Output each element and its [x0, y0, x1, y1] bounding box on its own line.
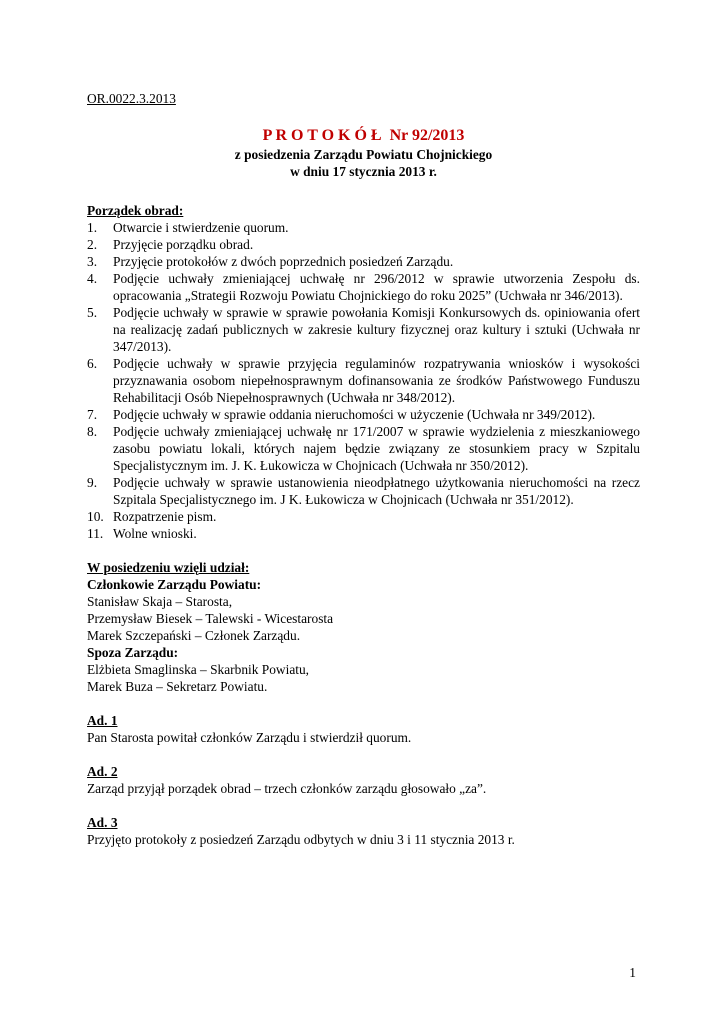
agenda-item: [87, 406, 640, 423]
agenda-item-number: 3.: [87, 254, 98, 269]
agenda-item-text: Podjęcie uchwały w sprawie w sprawie powołania Komisji Konkursowych ds. opiniowania ofert na realizację zadań publicznych w zakresie kultury fizycznej oraz kultury i sztuki (Uchwała nr 347/2013).: [113, 305, 640, 354]
point-text-2: Zarząd przyjął porządek obrad – trzech członków zarządu głosowało „za”.: [87, 781, 487, 796]
agenda-item: [87, 270, 640, 304]
agenda-item-number: 8.: [87, 424, 98, 439]
agenda-item-text: Podjęcie uchwały w sprawie ustanowienia nieodpłatnego użytkowania nieruchomości na rzecz Szpitala Specjalistycznego im. J K. Łukowicza w Chojnicach (Uchwała nr 351/2012).: [113, 475, 640, 507]
outside-member: Marek Buza – Sekretarz Powiatu.: [87, 679, 268, 694]
agenda-item-text: Otwarcie i stwierdzenie quorum.: [113, 220, 289, 235]
document-page: [87, 90, 640, 848]
document-subtitle-2: w dniu 17 stycznia 2013 r.: [290, 164, 437, 179]
point-text-3: Przyjęto protokoły z posiedzeń Zarządu odbytych w dniu 3 i 11 stycznia 2013 r.: [87, 832, 515, 847]
document-subtitle-1: z posiedzenia Zarządu Powiatu Chojnickiego: [234, 147, 493, 162]
board-member: Przemysław Biesek – Talewski - Wicestarosta: [87, 611, 334, 626]
agenda-item: [87, 508, 640, 525]
agenda-item-text: Podjęcie uchwały zmieniającej uchwałę nr 171/2007 w sprawie wydzielenia z mieszkaniowego zasobu powiatu lokali, których najem będzie związany ze stosunkiem pracy w Szpitalu Specjalistycznym im. J. K. Łukowicza w Chojnicach (Uchwała nr 350/2012).: [113, 424, 640, 473]
outside-member: Elżbieta Smaglinska – Skarbnik Powiatu,: [87, 662, 310, 677]
agenda-item: [87, 253, 640, 270]
agenda-item-number: 1.: [87, 220, 98, 235]
agenda-item: [87, 423, 640, 474]
agenda-item-text: Przyjęcie protokołów z dwóch poprzednich posiedzeń Zarządu.: [113, 254, 454, 269]
agenda-item: [87, 219, 640, 236]
outside-members-heading: Spoza Zarządu:: [87, 645, 179, 660]
agenda-item-text: Podjęcie uchwały w sprawie oddania nieruchomości w użyczenie (Uchwała nr 349/2012).: [113, 407, 596, 422]
agenda-item-text: Przyjęcie porządku obrad.: [113, 237, 254, 252]
agenda-item: [87, 355, 640, 406]
attendance-heading: W posiedzeniu wzięli udział:: [87, 560, 250, 575]
agenda-list: [87, 219, 640, 542]
agenda-item: [87, 304, 640, 355]
agenda-item-number: 9.: [87, 475, 98, 490]
page-number: 1: [629, 965, 636, 980]
point-text-1: Pan Starosta powitał członków Zarządu i stwierdził quorum.: [87, 730, 412, 745]
board-members-heading: Członkowie Zarządu Powiatu:: [87, 577, 262, 592]
agenda-item-number: 11.: [87, 526, 104, 541]
board-member: Marek Szczepański – Członek Zarządu.: [87, 628, 301, 643]
agenda-heading: Porządek obrad:: [87, 203, 184, 218]
agenda-item-text: Podjęcie uchwały w sprawie przyjęcia regulaminów rozpatrywania wniosków i wysokości przyznawania osobom niepełnosprawnym dofinansowania ze środków Państwowego Funduszu Rehabilitacji Osób Niepełnosprawnych (Uchwała nr 348/2012).: [113, 356, 640, 405]
agenda-item-number: 6.: [87, 356, 98, 371]
agenda-item-text: Wolne wnioski.: [113, 526, 197, 541]
title-block: [87, 126, 640, 180]
board-member: Stanisław Skaja – Starosta,: [87, 594, 233, 609]
title-number: Nr 92/2013: [389, 127, 465, 144]
agenda-item-number: 7.: [87, 407, 98, 422]
point-heading-2: Ad. 2: [87, 764, 118, 779]
agenda-item-number: 5.: [87, 305, 98, 320]
point-heading-1: Ad. 1: [87, 713, 118, 728]
agenda-item: [87, 474, 640, 508]
title-prefix: P R O T O K Ó Ł: [262, 127, 382, 144]
agenda-item-number: 10.: [87, 509, 104, 524]
agenda-item: [87, 236, 640, 253]
agenda-item: [87, 525, 640, 542]
agenda-item-text: Rozpatrzenie pism.: [113, 509, 217, 524]
document-title: [87, 126, 640, 146]
agenda-item-text: Podjęcie uchwały zmieniającej uchwałę nr 296/2012 w sprawie utworzenia Zespołu ds. opracowania „Strategii Rozwoju Powiatu Chojnickiego do roku 2025” (Uchwała nr 346/2013).: [113, 271, 640, 303]
agenda-item-number: 4.: [87, 271, 98, 286]
agenda-item-number: 2.: [87, 237, 98, 252]
point-heading-3: Ad. 3: [87, 815, 118, 830]
document-reference: OR.0022.3.2013: [87, 91, 176, 106]
